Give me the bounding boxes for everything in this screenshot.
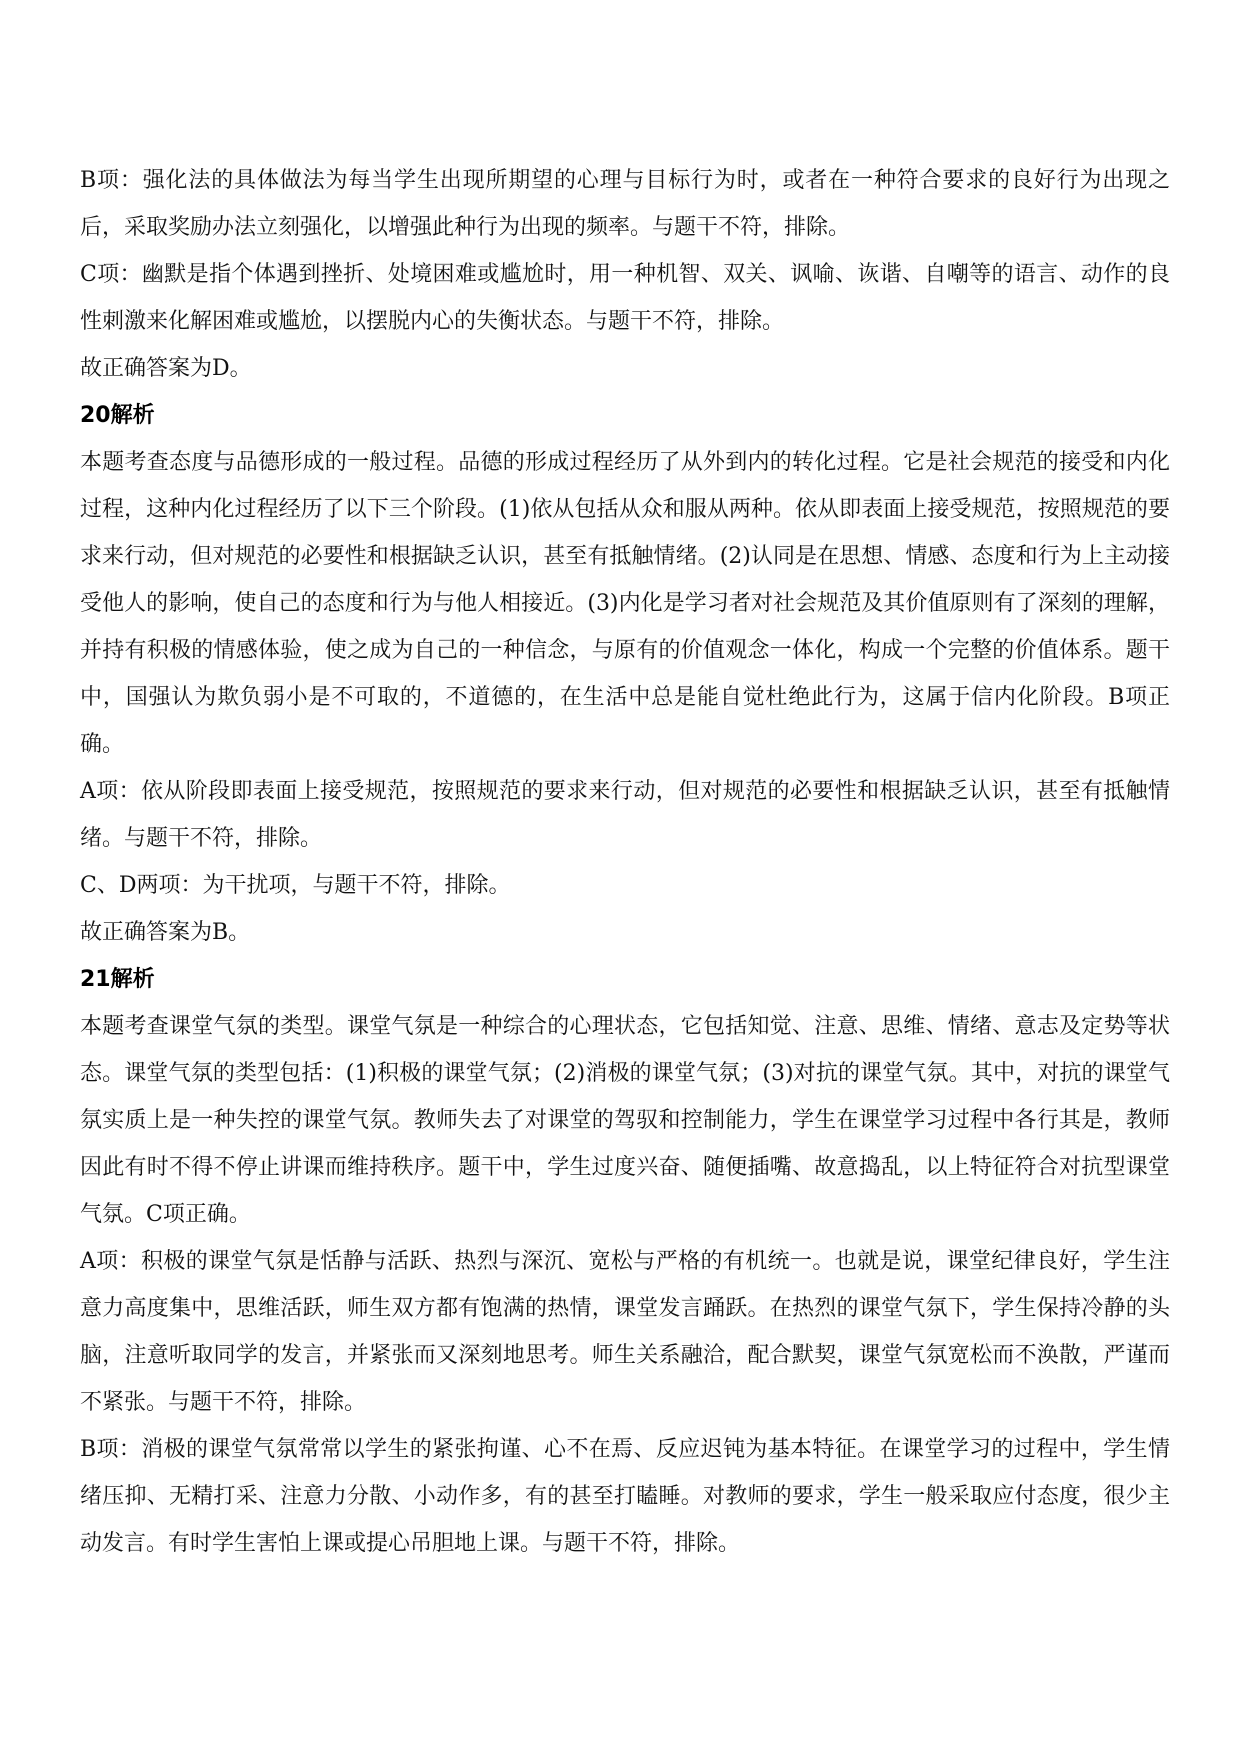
paragraph-q20-body: 本题考查态度与品德形成的一般过程。品德的形成过程经历了从外到内的转化过程。它是社会规范的接受和内化过程，这种内化过程经历了以下三个阶段。(1)依从包括从众和服从两种。依从即表面上接受规范，按照规范的要求来行动，但对规范的必要性和根据缺乏认识，甚至有抵触情绪。(2)认同是在思想、情感、态度和行为上主动接受他人的影响，使自己的态度和行为与他人相接近。(3)内化是学习者对社会规范及其价值原则有了深刻的理解，并持有积极的情感体验，使之成为自己的一种信念，与原有的价值观念一体化，构成一个完整的价值体系。题干中，国强认为欺负弱小是不可取的，不道德的，在生活中总是能自觉杜绝此行为，这属于信内化阶段。B项正确。 bbox=[80, 450, 1170, 757]
paragraph-q21-option-a: A项：积极的课堂气氛是恬静与活跃、热烈与深沉、宽松与严格的有机统一。也就是说，课堂纪律良好，学生注意力高度集中，思维活跃，师生双方都有饱满的热情，课堂发言踊跃。在热烈的课堂气氛下，学生保持冷静的头脑，注意听取同学的发言，并紧张而又深刻地思考。师生关系融洽，配合默契，课堂气氛宽松而不涣散，严谨而不紧张。与题干不符，排除。 bbox=[80, 1249, 1170, 1415]
heading-q21-analysis: 21解析 bbox=[80, 967, 155, 992]
paragraph-q20-option-a: A项：依从阶段即表面上接受规范，按照规范的要求来行动，但对规范的必要性和根据缺乏认识，甚至有抵触情绪。与题干不符，排除。 bbox=[80, 779, 1170, 851]
paragraph-q20-options-cd: C、D两项：为干扰项，与题干不符，排除。 bbox=[80, 873, 511, 898]
document-page bbox=[80, 157, 1170, 1567]
paragraph-q21-option-b: B项：消极的课堂气氛常常以学生的紧张拘谨、心不在焉、反应迟钝为基本特征。在课堂学习的过程中，学生情绪压抑、无精打采、注意力分散、小动作多，有的甚至打瞌睡。对教师的要求，学生一般采取应付态度，很少主动发言。有时学生害怕上课或提心吊胆地上课。与题干不符，排除。 bbox=[80, 1437, 1170, 1556]
paragraph-q21-body: 本题考查课堂气氛的类型。课堂气氛是一种综合的心理状态，它包括知觉、注意、思维、情绪、意志及定势等状态。课堂气氛的类型包括：(1)积极的课堂气氛；(2)消极的课堂气氛；(3)对抗的课堂气氛。其中，对抗的课堂气氛实质上是一种失控的课堂气氛。教师失去了对课堂的驾驭和控制能力，学生在课堂学习过程中各行其是，教师因此有时不得不停止讲课而维持秩序。题干中，学生过度兴奋、随便插嘴、故意捣乱，以上特征符合对抗型课堂气氛。C项正确。 bbox=[80, 1014, 1170, 1227]
heading-q20-analysis: 20解析 bbox=[80, 403, 155, 428]
paragraph-answer-b: 故正确答案为B。 bbox=[80, 920, 251, 945]
paragraph-option-b-reinforcement: B项：强化法的具体做法为每当学生出现所期望的心理与目标行为时，或者在一种符合要求的良好行为出现之后，采取奖励办法立刻强化，以增强此种行为出现的频率。与题干不符，排除。 bbox=[80, 168, 1170, 240]
paragraph-answer-d: 故正确答案为D。 bbox=[80, 356, 252, 381]
paragraph-option-c-humor: C项：幽默是指个体遇到挫折、处境困难或尴尬时，用一种机智、双关、讽喻、诙谐、自嘲等的语言、动作的良性刺激来化解困难或尴尬，以摆脱内心的失衡状态。与题干不符，排除。 bbox=[80, 262, 1170, 334]
